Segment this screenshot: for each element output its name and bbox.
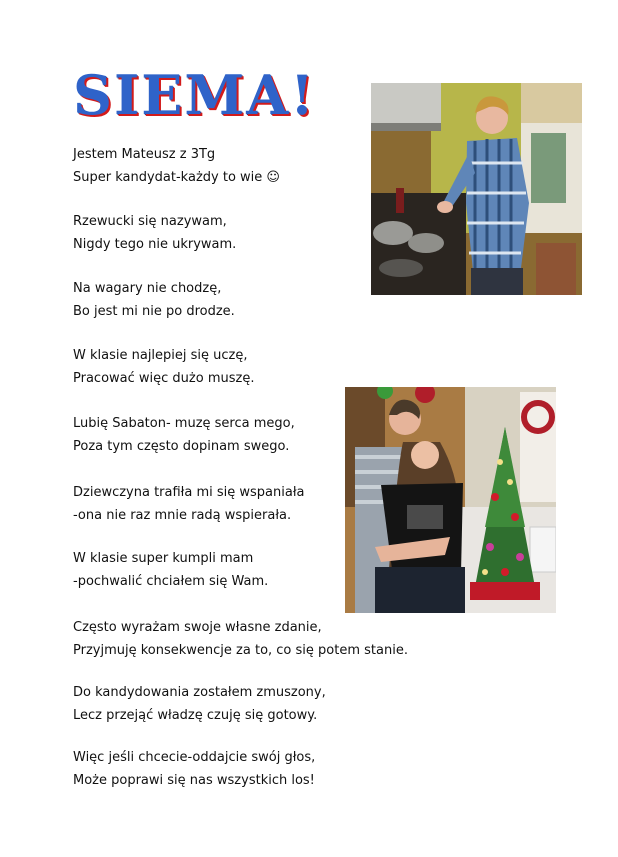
stanza [73,277,235,323]
stanza-line: W klasie najlepiej się uczę, [73,348,248,363]
stanza-line: Do kandydowania zostałem zmuszony, [73,685,326,700]
photo-couple-christmas-tree [345,387,556,613]
kitchen-photo-illustration [371,83,582,295]
stanza-line: Pracować więc dużo muszę. [73,371,255,386]
stanza-line: Lecz przejąć władzę czuję się gotowy. [73,708,318,723]
stanza-line: Nigdy tego nie ukrywam. [73,237,237,252]
stanza-line: Bo jest mi nie po drodze. [73,304,235,319]
stanza-line: Może poprawi się nas wszystkich los! [73,773,315,788]
stanza-line: Poza tym często dopinam swego. [73,439,290,454]
christmas-photo-illustration [345,387,556,613]
stanza [73,616,408,662]
stanza [73,412,295,458]
stanza-line: Rzewucki się nazywam, [73,214,227,229]
intro-line: Jestem Mateusz z 3Tg [73,147,216,162]
stanza [73,210,236,256]
photo-boy-cooking [371,83,582,295]
stanza [73,344,254,390]
stanza-line: -ona nie raz mnie radą wspierała. [73,508,292,523]
stanza-line: Więc jeśli chcecie-oddajcie swój głos, [73,750,316,765]
stanza [73,746,315,792]
stanza-line: Często wyrażam swoje własne zdanie, [73,620,322,635]
page-title: SIEMA! [73,63,316,127]
stanza [73,547,268,593]
stanza-line: Na wagary nie chodzę, [73,281,222,296]
stanza [73,481,305,527]
stanza-line: Przyjmuję konsekwencje za to, co się potem stanie. [73,643,408,658]
intro [73,143,280,189]
stanza [73,681,326,727]
stanza-line: Dziewczyna trafiła mi się wspaniała [73,485,305,500]
stanza-line: Lubię Sabaton- muzę serca mego, [73,416,295,431]
stanza-line: W klasie super kumpli mam [73,551,254,566]
stanza-line: -pochwalić chciałem się Wam. [73,574,269,589]
intro-line: Super kandydat-każdy to wie ☺ [73,170,280,185]
